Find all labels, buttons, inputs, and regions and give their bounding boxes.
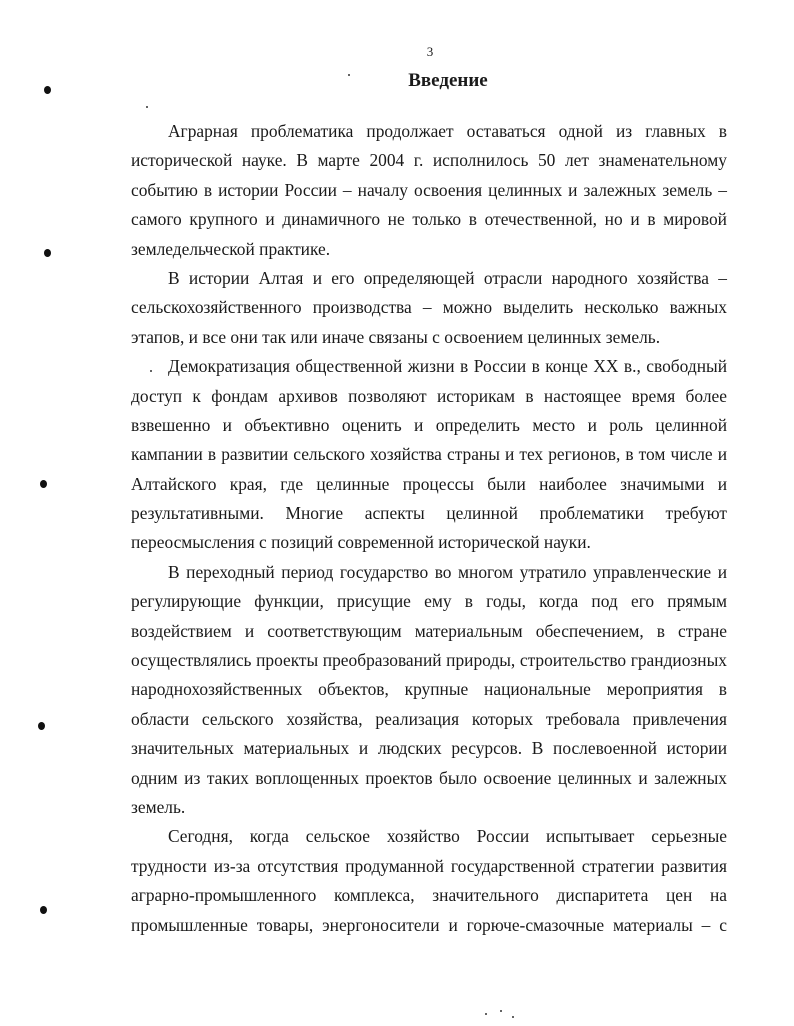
text-line: исторической науке. В марте 2004 г. исполнилось 50 лет знаменательному — [131, 150, 727, 171]
scan-speck — [150, 370, 152, 372]
scan-speck — [485, 1013, 487, 1015]
scan-speck — [512, 1016, 514, 1018]
page-number: 3 — [426, 44, 434, 59]
paragraph — [131, 822, 727, 940]
text-line: Аграрная проблематика продолжает оставаться одной из главных в — [168, 121, 727, 141]
text-line: Демократизация общественной жизни в России в конце XX в., свободный — [168, 356, 727, 377]
text-line: Алтайского края, где целинные процессы были наиболее значимыми и — [131, 473, 727, 494]
paragraph — [131, 558, 727, 823]
text-line: самого крупного и динамичного не только в отечественной, но и в мировой — [131, 209, 727, 230]
text-line: регулирующие функции, присущие ему в годы, когда под его прямым — [131, 591, 727, 612]
binding-hole-mark — [44, 249, 51, 257]
text-line: взвешенно и объективно оценить и определить место и роль целинной — [131, 414, 727, 435]
text-line: народнохозяйственных объектов, крупные национальные мероприятия в — [131, 679, 727, 700]
scan-speck — [500, 1010, 502, 1012]
text-line: трудности из-за отсутствия продуманной государственной стратегии развития — [131, 855, 727, 876]
text-line: области сельского хозяйства, реализация которых требовала привлечения — [131, 708, 727, 729]
text-line: результативными. Многие аспекты целинной проблематики требуют — [131, 503, 727, 524]
binding-hole-mark — [38, 722, 45, 730]
text-line: осуществлялись проекты преобразований природы, строительство грандиозных — [131, 650, 727, 671]
text-line: сельскохозяйственного производства – можно выделить несколько важных — [131, 297, 727, 318]
scan-speck — [348, 74, 350, 76]
text-line: переосмысления с позиций современной исторической науки. — [131, 532, 591, 553]
text-line: этапов, и все они так или иначе связаны с освоением целинных земель. — [131, 326, 661, 347]
paragraph — [131, 352, 727, 558]
scan-speck — [146, 106, 148, 108]
text-line: земледельческой практике. — [131, 238, 331, 259]
text-line: В переходный период государство во многом утратило управленческие и — [168, 561, 727, 582]
text-line: доступ к фондам архивов позволяют историкам в настоящее время более — [131, 385, 727, 406]
text-line: промышленные товары, энергоносители и горюче-смазочные материалы – с — [131, 914, 727, 935]
binding-hole-mark — [40, 906, 47, 914]
paragraph — [131, 117, 727, 264]
binding-hole-mark — [44, 86, 51, 94]
text-line: одним из таких воплощенных проектов было освоение целинных и залежных — [131, 767, 727, 788]
binding-hole-mark — [40, 480, 47, 488]
text-line: воздействием и соответствующим материальным обеспечением, в стране — [131, 620, 727, 641]
document-body — [131, 117, 727, 940]
text-line: значительных материальных и людских ресурсов. В послевоенной истории — [131, 738, 727, 759]
text-line: Сегодня, когда сельское хозяйство России испытывает серьезные — [168, 826, 727, 847]
text-line: земель. — [131, 796, 186, 817]
text-line: событию в истории России – началу освоения целинных и залежных земель – — [131, 179, 727, 200]
page-title: Введение — [408, 70, 488, 91]
text-line: аграрно-промышленного комплекса, значительного диспаритета цен на — [131, 885, 727, 906]
text-line: кампании в развитии сельского хозяйства страны и тех регионов, в том числе и — [131, 444, 727, 465]
paragraph — [131, 264, 727, 352]
text-line: В истории Алтая и его определяющей отрасли народного хозяйства – — [168, 267, 727, 288]
